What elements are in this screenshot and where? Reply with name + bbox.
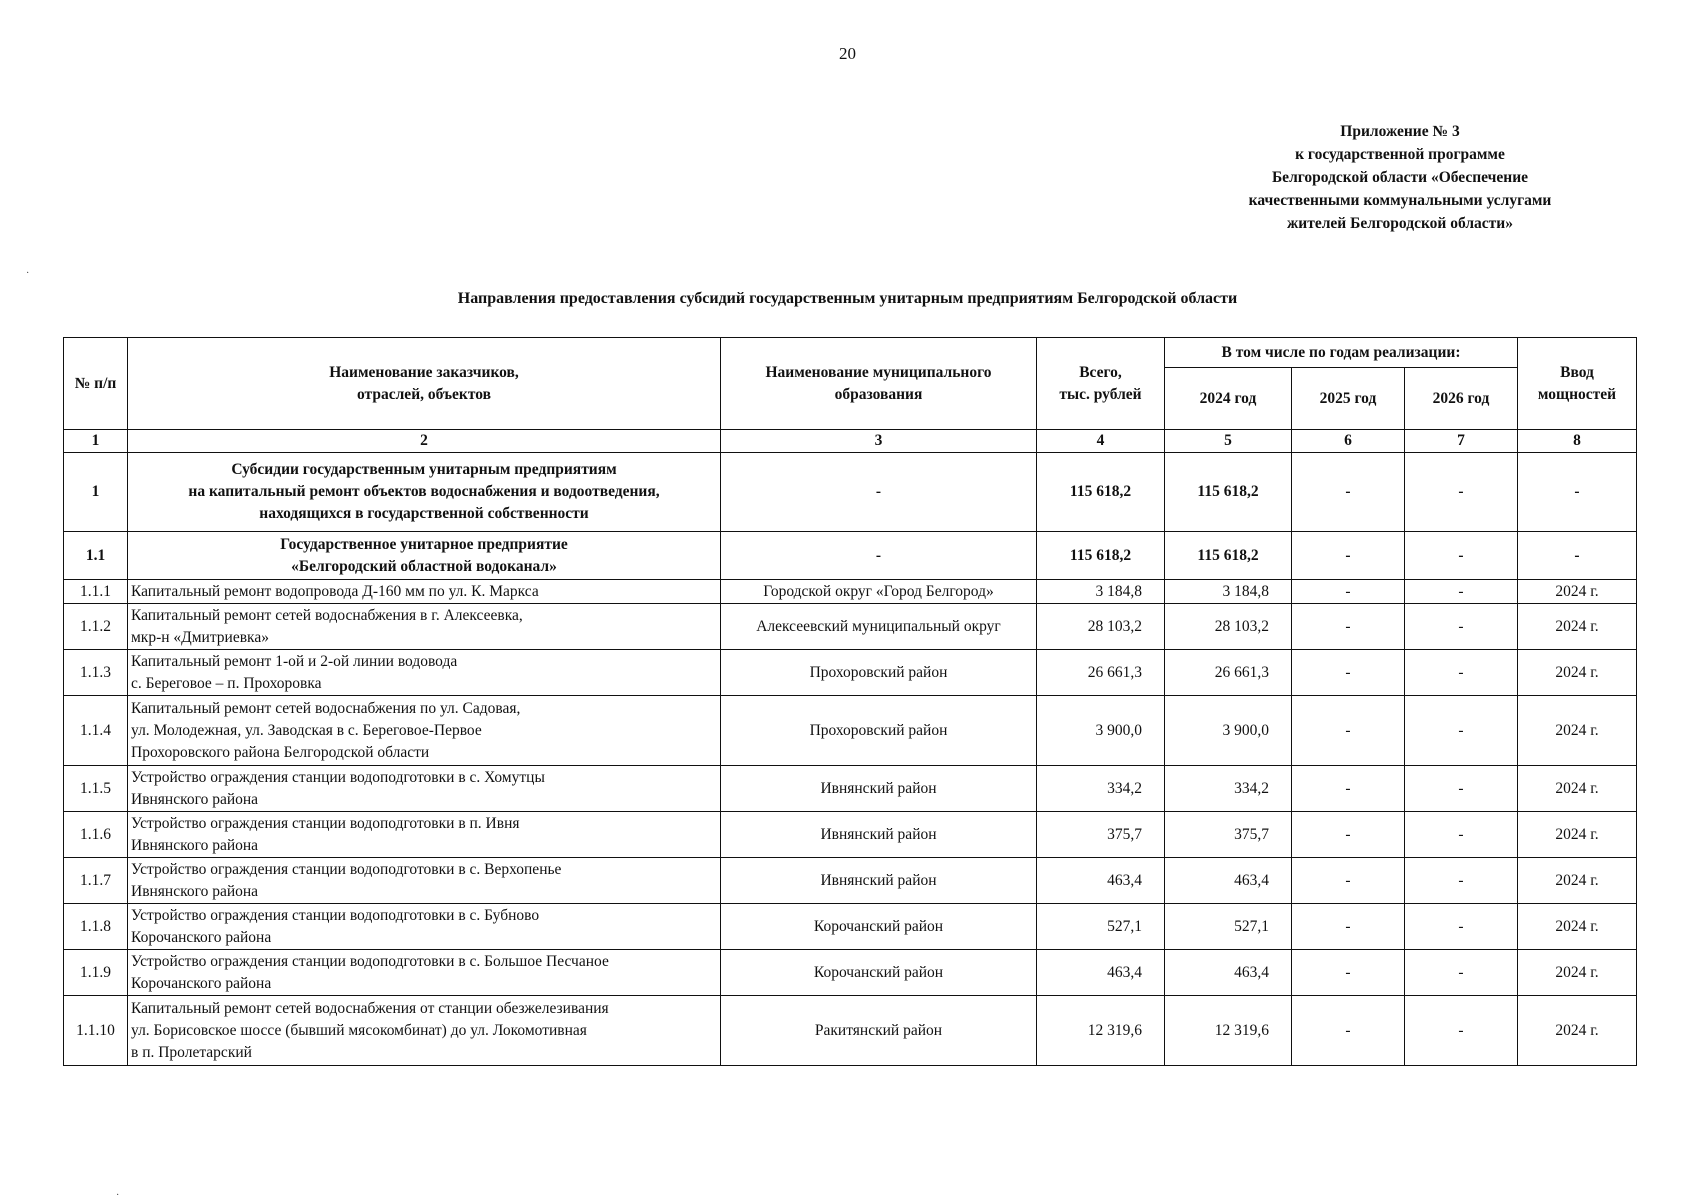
row-power: - (1518, 532, 1637, 580)
row-name-line: Устройство ограждения станции водоподготовки в с. Хомутцы (131, 768, 545, 786)
row-2025: - (1292, 904, 1405, 950)
header-municipality: Наименование муниципального образования (721, 338, 1037, 430)
row-2025: - (1292, 858, 1405, 904)
row-2024: 3 900,0 (1165, 696, 1292, 766)
row-name (128, 580, 721, 604)
appendix-line: Приложение № 3 (1340, 123, 1460, 140)
table-row (64, 950, 1637, 996)
row-name: Государственное унитарное предприятие «Белгородский областной водоканал» (128, 532, 721, 580)
row-power: 2024 г. (1518, 766, 1637, 812)
row-name-line: Капитальный ремонт 1-ой и 2-ой линии водовода (131, 652, 458, 670)
row-power: 2024 г. (1518, 650, 1637, 696)
row-name (128, 604, 721, 650)
row-num: 1.1.2 (64, 604, 128, 650)
row-name-line: Ивнянского района (131, 882, 259, 900)
row-2026: - (1405, 950, 1518, 996)
subsection-row (64, 532, 1637, 580)
row-total: 375,7 (1037, 812, 1165, 858)
header-2026: 2026 год (1405, 368, 1518, 430)
appendix-line: к государственной программе (1295, 146, 1505, 163)
table-row (64, 858, 1637, 904)
row-name-line: ул. Борисовское шоссе (бывший мясокомбинат) до ул. Локомотивная (131, 1021, 587, 1039)
row-name-line: ул. Молодежная, ул. Заводская в с. Береговое-Первое (131, 721, 482, 739)
row-name (128, 766, 721, 812)
header-2025: 2025 год (1292, 368, 1405, 430)
column-number: 4 (1037, 430, 1165, 453)
row-num: 1.1.6 (64, 812, 128, 858)
row-total: 463,4 (1037, 950, 1165, 996)
row-name-line: в п. Пролетарский (131, 1043, 252, 1061)
row-name-line: Устройство ограждения станции водоподготовки в с. Верхопенье (131, 860, 562, 878)
row-2026: - (1405, 996, 1518, 1066)
row-num: 1.1.3 (64, 650, 128, 696)
row-2025: - (1292, 996, 1405, 1066)
row-power: 2024 г. (1518, 950, 1637, 996)
row-2026: - (1405, 580, 1518, 604)
appendix-line: качественными коммунальными услугами (1248, 192, 1552, 209)
row-name (128, 812, 721, 858)
row-name-line: Капитальный ремонт сетей водоснабжения в г. Алексеевка, (131, 606, 523, 624)
row-2026: - (1405, 904, 1518, 950)
row-name-line: Устройство ограждения станции водоподготовки в п. Ивня (131, 814, 520, 832)
row-municipality: - (721, 453, 1037, 532)
column-number: 6 (1292, 430, 1405, 453)
row-name (128, 858, 721, 904)
row-name-line: Прохоровского района Белгородской области (131, 743, 430, 761)
row-power: - (1518, 453, 1637, 532)
header-name: Наименование заказчиков, отраслей, объектов (128, 338, 721, 430)
row-num: 1.1.4 (64, 696, 128, 766)
row-total: 463,4 (1037, 858, 1165, 904)
page-number: 20 (839, 44, 856, 63)
table-row (64, 904, 1637, 950)
row-2024: 3 184,8 (1165, 580, 1292, 604)
row-name (128, 904, 721, 950)
appendix-line: Белгородской области «Обеспечение (1271, 169, 1529, 186)
row-total: 334,2 (1037, 766, 1165, 812)
row-2026: - (1405, 766, 1518, 812)
row-2024: 115 618,2 (1165, 532, 1292, 580)
header-num: № п/п (64, 338, 128, 430)
row-2026: - (1405, 650, 1518, 696)
row-total: 527,1 (1037, 904, 1165, 950)
row-name (128, 696, 721, 766)
row-2026: - (1405, 532, 1518, 580)
row-name-line: мкр-н «Дмитриевка» (131, 628, 269, 646)
row-total: 28 103,2 (1037, 604, 1165, 650)
scan-speck: · (116, 1190, 120, 1201)
row-2025: - (1292, 580, 1405, 604)
column-number: 1 (64, 430, 128, 453)
row-total: 115 618,2 (1037, 532, 1165, 580)
table-row (64, 650, 1637, 696)
row-2025: - (1292, 604, 1405, 650)
row-total: 115 618,2 (1037, 453, 1165, 532)
table-row (64, 604, 1637, 650)
row-name-line: Корочанского района (131, 928, 272, 946)
header-total: Всего, тыс. рублей (1037, 338, 1165, 430)
row-name-line: Ивнянского района (131, 790, 259, 808)
row-municipality: - (721, 532, 1037, 580)
row-municipality: Городской округ «Город Белгород» (721, 580, 1037, 604)
row-num: 1.1.5 (64, 766, 128, 812)
row-2026: - (1405, 604, 1518, 650)
table-row (64, 812, 1637, 858)
table-row (64, 696, 1637, 766)
row-power: 2024 г. (1518, 604, 1637, 650)
row-total: 12 319,6 (1037, 996, 1165, 1066)
row-name (128, 650, 721, 696)
table-row (64, 996, 1637, 1066)
row-2024: 375,7 (1165, 812, 1292, 858)
header-power: Ввод мощностей (1518, 338, 1637, 430)
row-total: 3 900,0 (1037, 696, 1165, 766)
row-municipality: Корочанский район (721, 950, 1037, 996)
row-name-line: Капитальный ремонт сетей водоснабжения от станции обезжелезивания (131, 999, 609, 1017)
row-municipality: Корочанский район (721, 904, 1037, 950)
scan-speck: · (26, 268, 30, 279)
row-municipality: Прохоровский район (721, 696, 1037, 766)
row-num: 1.1.10 (64, 996, 128, 1066)
row-2024: 115 618,2 (1165, 453, 1292, 532)
row-2026: - (1405, 858, 1518, 904)
row-municipality: Алексеевский муниципальный округ (721, 604, 1037, 650)
column-number: 8 (1518, 430, 1637, 453)
row-2026: - (1405, 696, 1518, 766)
row-2024: 26 661,3 (1165, 650, 1292, 696)
row-2025: - (1292, 453, 1405, 532)
row-municipality: Ивнянский район (721, 812, 1037, 858)
row-num: 1 (64, 453, 128, 532)
row-power: 2024 г. (1518, 812, 1637, 858)
row-2024: 28 103,2 (1165, 604, 1292, 650)
row-name-line: Устройство ограждения станции водоподготовки в с. Бубново (131, 906, 540, 924)
row-name: Субсидии государственным унитарным предприятиям на капитальный ремонт объектов водоснабжения и водоотведения, находящихся в государственной собственности (128, 453, 721, 532)
row-municipality: Ивнянский район (721, 766, 1037, 812)
row-2025: - (1292, 532, 1405, 580)
row-total: 26 661,3 (1037, 650, 1165, 696)
row-2025: - (1292, 812, 1405, 858)
row-2024: 334,2 (1165, 766, 1292, 812)
row-municipality: Ивнянский район (721, 858, 1037, 904)
row-2026: - (1405, 812, 1518, 858)
table-row (64, 766, 1637, 812)
row-2024: 463,4 (1165, 858, 1292, 904)
row-name (128, 950, 721, 996)
row-2025: - (1292, 696, 1405, 766)
row-num: 1.1.9 (64, 950, 128, 996)
row-total: 3 184,8 (1037, 580, 1165, 604)
row-name (128, 996, 721, 1066)
row-name-line: Устройство ограждения станции водоподготовки в с. Большое Песчаное (131, 952, 609, 970)
document-title: Направления предоставления субсидий государственным унитарным предприятиям Белгородской области (457, 290, 1238, 307)
row-2026: - (1405, 453, 1518, 532)
table-row (64, 580, 1637, 604)
row-power: 2024 г. (1518, 858, 1637, 904)
row-num: 1.1.8 (64, 904, 128, 950)
row-name-line: Капитальный ремонт сетей водоснабжения по ул. Садовая, (131, 699, 521, 717)
section-row (64, 453, 1637, 532)
column-number: 7 (1405, 430, 1518, 453)
row-2025: - (1292, 766, 1405, 812)
row-num: 1.1 (64, 532, 128, 580)
column-number: 3 (721, 430, 1037, 453)
row-power: 2024 г. (1518, 904, 1637, 950)
row-2025: - (1292, 950, 1405, 996)
row-name-line: Корочанского района (131, 974, 272, 992)
row-municipality: Ракитянский район (721, 996, 1037, 1066)
column-number: 2 (128, 430, 721, 453)
header-2024: 2024 год (1165, 368, 1292, 430)
column-number: 5 (1165, 430, 1292, 453)
row-2025: - (1292, 650, 1405, 696)
row-power: 2024 г. (1518, 696, 1637, 766)
row-municipality: Прохоровский район (721, 650, 1037, 696)
row-2024: 527,1 (1165, 904, 1292, 950)
appendix-line: жителей Белгородской области» (1287, 215, 1513, 232)
column-numbers-row (64, 430, 1637, 453)
appendix-block (1180, 120, 1620, 235)
row-num: 1.1.1 (64, 580, 128, 604)
subsidy-table (63, 337, 1637, 1066)
row-power: 2024 г. (1518, 996, 1637, 1066)
row-name-line: Ивнянского района (131, 836, 259, 854)
row-power: 2024 г. (1518, 580, 1637, 604)
row-2024: 12 319,6 (1165, 996, 1292, 1066)
row-name-line: Капитальный ремонт водопровода Д-160 мм по ул. К. Маркса (131, 582, 539, 600)
row-2024: 463,4 (1165, 950, 1292, 996)
row-num: 1.1.7 (64, 858, 128, 904)
header-years-group: В том числе по годам реализации: (1165, 338, 1518, 368)
row-name-line: с. Береговое – п. Прохоровка (131, 674, 322, 692)
